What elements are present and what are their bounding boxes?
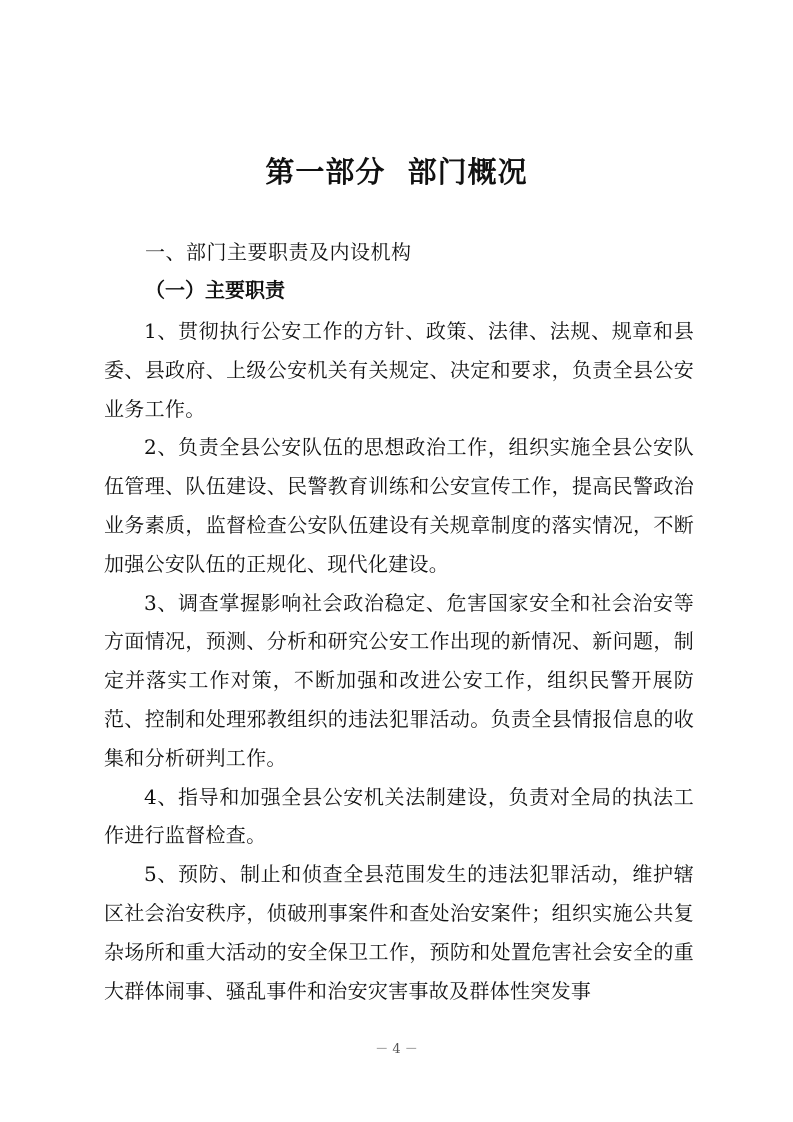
paragraph-4: 4、指导和加强全县公安机关法制建设，负责对全局的执法工作进行监督检查。	[104, 784, 694, 848]
subsection-heading: （一）主要职责	[145, 278, 285, 302]
paragraph-5: 5、预防、制止和侦查全县范围发生的违法犯罪活动，维护辖区社会治安秩序，侦破刑事案件和查处治安案件；组织实施公共复杂场所和重大活动的安全保卫工作，预防和处置危害社会安全的重大群体闹事、骚乱事件和治安灾害事故及群体性突发事	[104, 862, 694, 1003]
paragraph-2: 2、负责全县公安队伍的思想政治工作，组织实施全县公安队伍管理、队伍建设、民警教育训练和公安宣传工作，提高民警政治业务素质，监督检查公安队伍建设有关规章制度的落实情况，不断加强公安队伍的正规化、现代化建设。	[104, 435, 694, 576]
paragraph-1: 1、贯彻执行公安工作的方针、政策、法律、法规、规章和县委、县政府、上级公安机关有关规定、决定和要求，负责全县公安业务工作。	[104, 319, 694, 421]
page-number: － 4 －	[375, 1042, 418, 1057]
page-title: 第一部分 部门概况	[265, 155, 528, 189]
paragraph-3: 3、调查掌握影响社会政治稳定、危害国家安全和社会治安等方面情况，预测、分析和研究公安工作出现的新情况、新问题，制定并落实工作对策，不断加强和改进公安工作，组织民警开展防范、控制和处理邪教组织的违法犯罪活动。负责全县情报信息的收集和分析研判工作。	[104, 590, 694, 770]
body-text	[104, 312, 694, 1010]
section-heading: 一、部门主要职责及内设机构	[145, 240, 412, 264]
